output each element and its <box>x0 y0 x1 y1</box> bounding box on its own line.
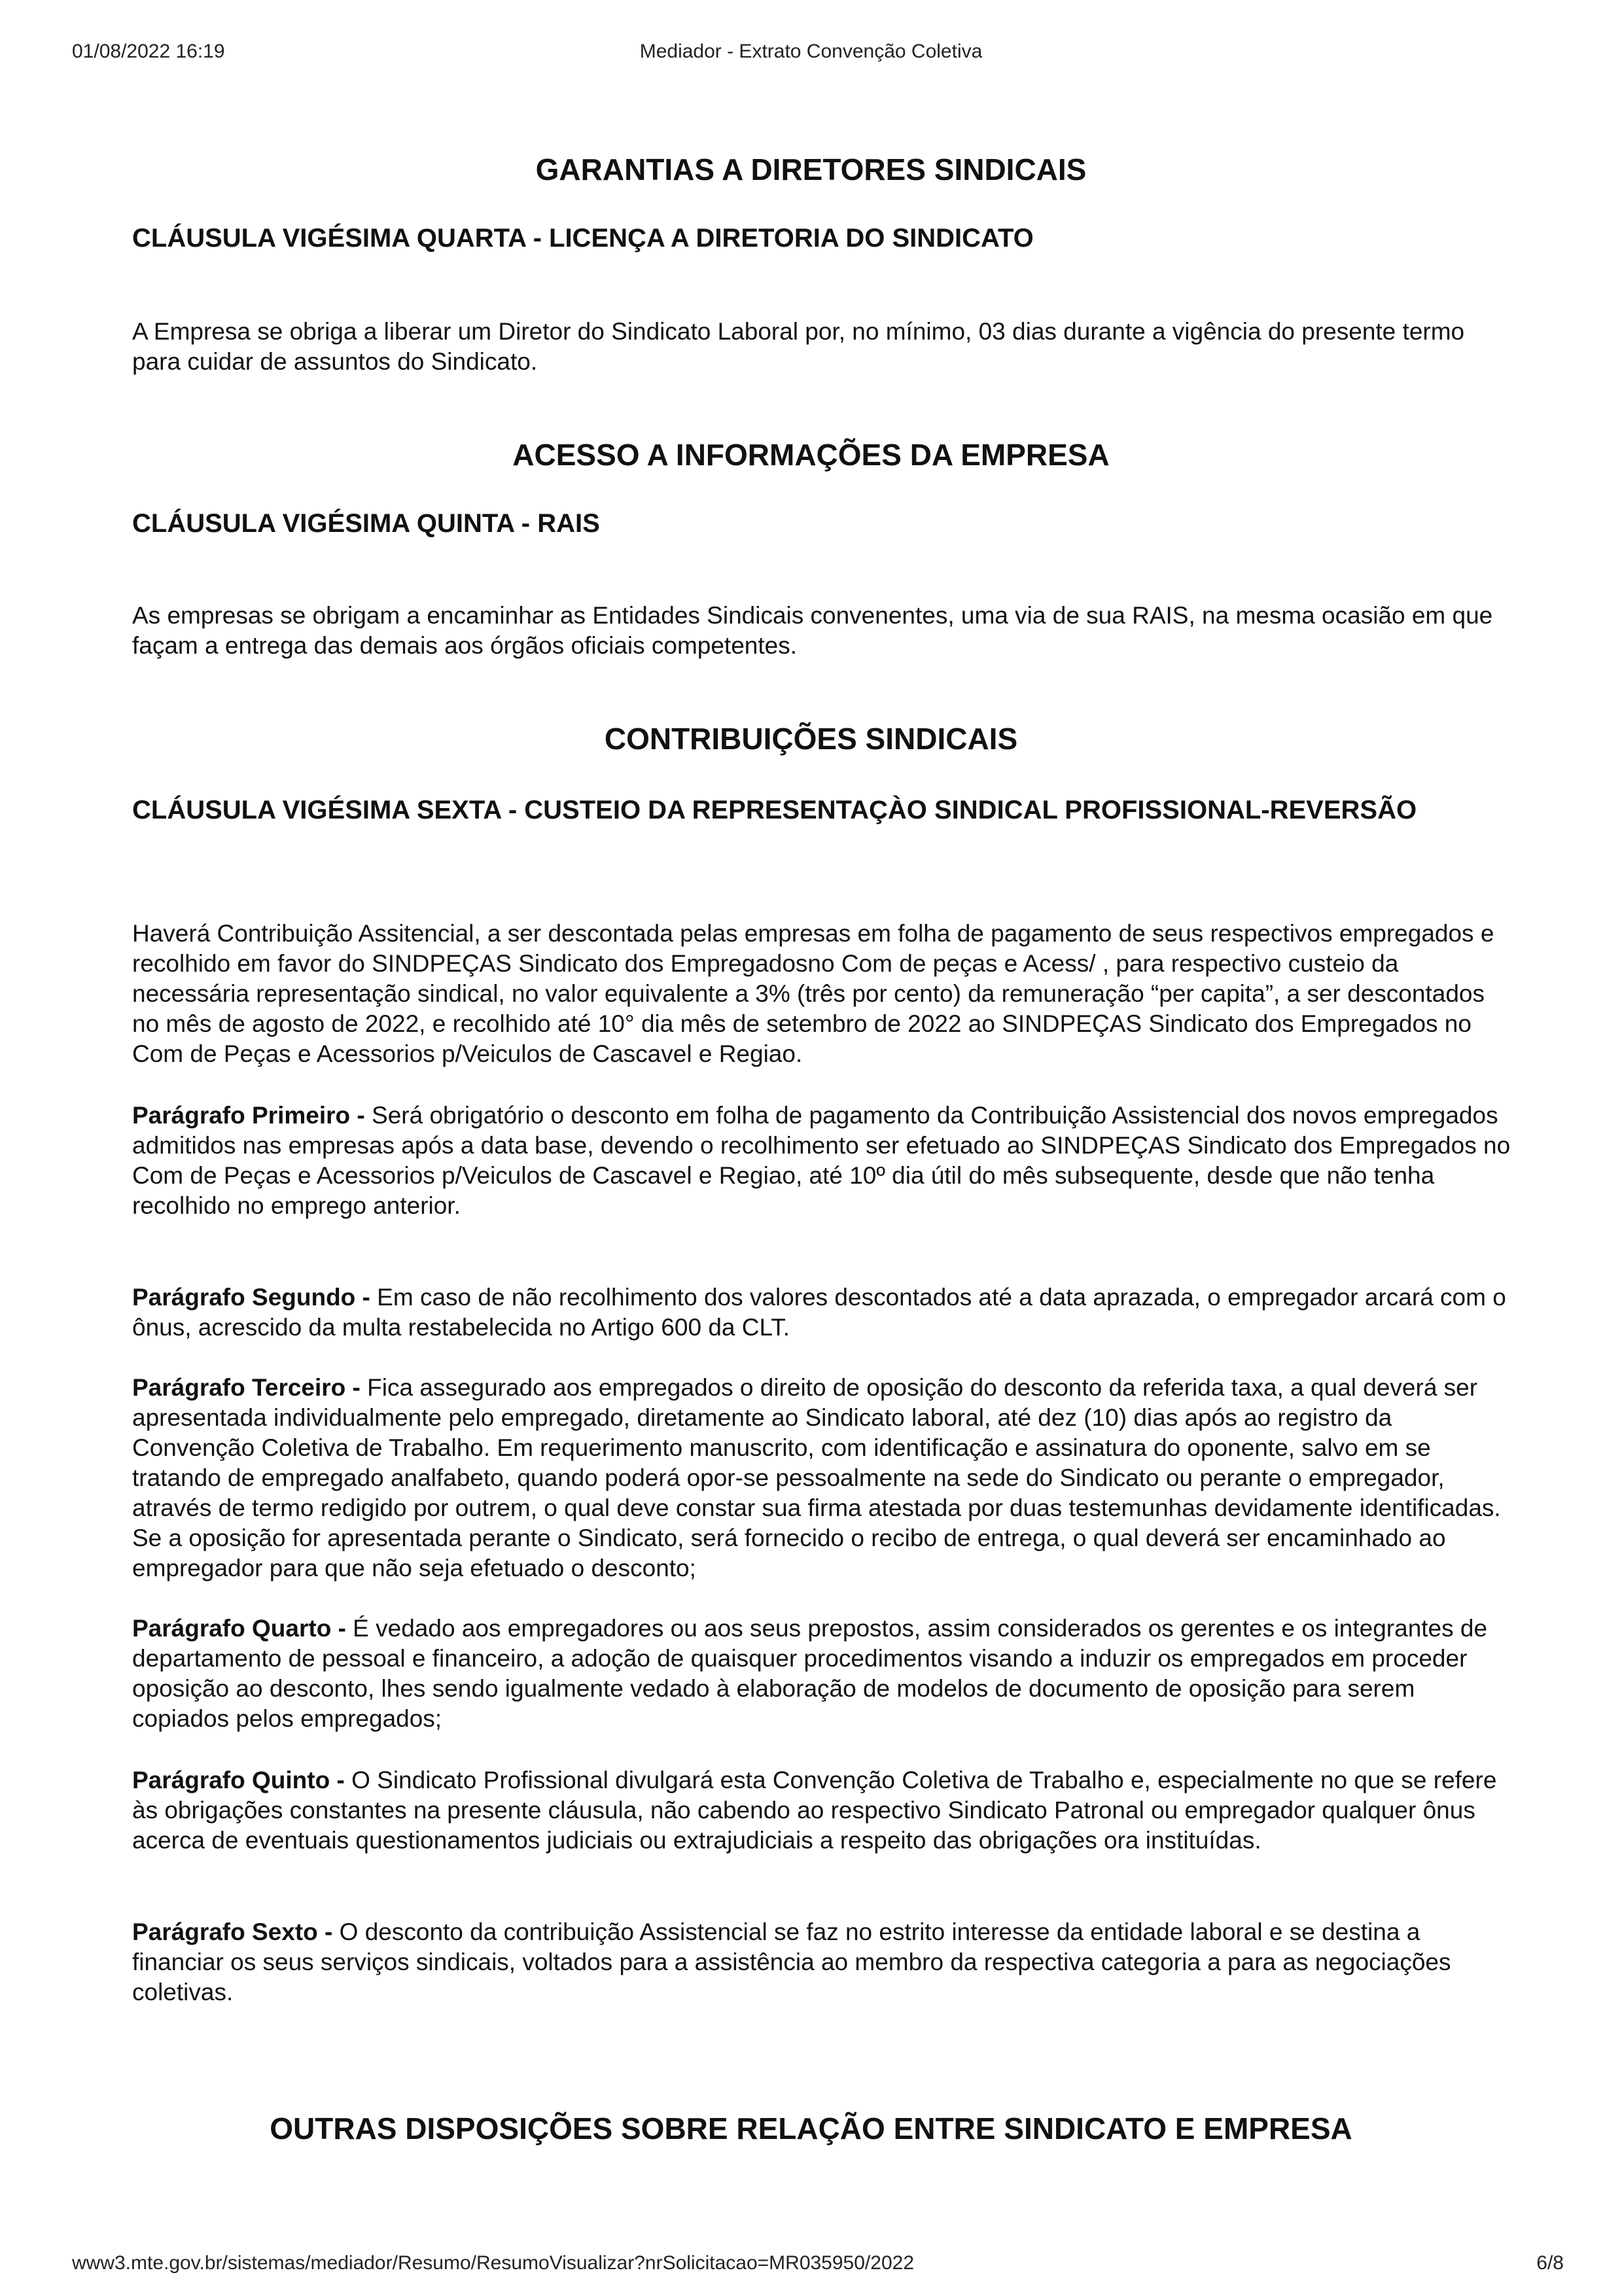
paragraph-text: É vedado aos empregadores ou aos seus prepostos, assim considerados os gerentes e os integrantes de departamento de pessoal e financeiro, a adoção de quaisquer procedimentos visando a induzir os empregados em proceder oposição ao desconto, lhes sendo igualmente vedado à elaboração de modelos de documento de oposição para serem copiados pelos empregados; <box>132 1615 1488 1732</box>
print-title: Mediador - Extrato Convenção Coletiva <box>639 41 983 62</box>
paragraph-text: O Sindicato Profissional divulgará esta Convenção Coletiva de Trabalho e, especialmente no que se refere às obrigações constantes na presente cláusula, não cabendo ao respectivo Sindicato Patronal ou empregador qualquer ônus acerca de eventuais questionamentos judiciais ou extrajudiciais a respeito das obrigações ora instituídas. <box>132 1767 1497 1854</box>
paragraph-label: Parágrafo Segundo - <box>132 1284 370 1311</box>
paragraph-terceiro <box>132 1373 1513 1583</box>
paragraph-primeiro <box>132 1101 1513 1221</box>
paragraph-text: Fica assegurado aos empregados o direito de oposição do desconto da referida taxa, a qual deverá ser apresentada individualmente pelo empregado, diretamente ao Sindicato laboral, até dez (10) dias após ao registro da Convenção Coletiva de Trabalho. Em requerimento manuscrito, com identificação e assinatura do oponente, salvo em se tratando de empregado analfabeto, quando poderá opor-se pessoalmente na sede do Sindicato ou perante o empregador, através de termo redigido por outrem, o qual deve constar sua firma atestada por duas testemunhas devidamente identificadas. Se a oposição for apresentada perante o Sindicato, será fornecido o recibo de entrega, o qual deverá ser encaminhado ao empregador para que não seja efetuado o desconto; <box>132 1374 1501 1581</box>
footer-url: www3.mte.gov.br/sistemas/mediador/Resumo/ResumoVisualizar?nrSolicitacao=MR035950/2022 <box>72 2252 914 2274</box>
paragraph-quinto <box>132 1765 1513 1856</box>
paragraph-text: Em caso de não recolhimento dos valores descontados até a data aprazada, o empregador arcará com o ônus, acrescido da multa restabelecida no Artigo 600 da CLT. <box>132 1284 1506 1341</box>
page-number: 6/8 <box>1536 2252 1564 2274</box>
clause-24-text: A Empresa se obriga a liberar um Diretor do Sindicato Laboral por, no mínimo, 03 dias durante a vigência do presente termo para cuidar de assuntos do Sindicato. <box>132 318 1465 375</box>
clause-25-text: As empresas se obrigam a encaminhar as Entidades Sindicais convenentes, uma via de sua RAIS, na mesma ocasião em que façam a entrega das demais aos órgãos oficiais competentes. <box>132 602 1493 659</box>
clause-title-26: CLÁUSULA VIGÉSIMA SEXTA - CUSTEIO DA REPRESENTAÇÀO SINDICAL PROFISSIONAL-REVERSÃO <box>132 796 1417 824</box>
print-datetime: 01/08/2022 16:19 <box>72 41 225 62</box>
paragraph-quarto <box>132 1614 1513 1734</box>
paragraph-text: Será obrigatório o desconto em folha de pagamento da Contribuição Assistencial dos novos empregados admitidos nas empresas após a data base, devendo o recolhimento ser efetuado ao SINDPEÇAS Sindicato dos Empregados no Com de Peças e Acessorios p/Veiculos de Cascavel e Regiao, até 10º dia útil do mês subsequente, desde que não tenha recolhido no emprego anterior. <box>132 1102 1511 1219</box>
section-title-contribuicoes: CONTRIBUIÇÕES SINDICAIS <box>604 722 1018 756</box>
paragraph-label: Parágrafo Quinto - <box>132 1767 345 1793</box>
section-title-outras-disposicoes: OUTRAS DISPOSIÇÕES SOBRE RELAÇÃO ENTRE SINDICATO E EMPRESA <box>270 2111 1352 2146</box>
paragraph-label: Parágrafo Sexto - <box>132 1918 333 1945</box>
paragraph-sexto <box>132 1917 1513 2007</box>
paragraph-label: Parágrafo Quarto - <box>132 1615 346 1642</box>
paragraph-label: Parágrafo Primeiro - <box>132 1102 365 1129</box>
clause-title-24: CLÁUSULA VIGÉSIMA QUARTA - LICENÇA A DIRETORIA DO SINDICATO <box>132 224 1034 253</box>
clause-26-intro: Haverá Contribuição Assitencial, a ser descontada pelas empresas em folha de pagamento de seus respectivos empregados e recolhido em favor do SINDPEÇAS Sindicato dos Empregadosno Com de peças e Acess/ , para respectivo custeio da necessária representação sindical, no valor equivalente a 3% (três por cento) da remuneração “per capita”, a ser descontados no mês de agosto de 2022, e recolhido até 10° dia mês de setembro de 2022 ao SINDPEÇAS Sindicato dos Empregados no Com de Peças e Acessorios p/Veiculos de Cascavel e Regiao. <box>132 920 1494 1067</box>
paragraph-text: O desconto da contribuição Assistencial se faz no estrito interesse da entidade laboral e se destina a financiar os seus serviços sindicais, voltados para a assistência ao membro da respectiva categoria a para as negociações coletivas. <box>132 1918 1451 2005</box>
section-title-garantias: GARANTIAS A DIRETORES SINDICAIS <box>535 152 1087 186</box>
paragraph-segundo <box>132 1282 1513 1343</box>
section-title-acesso: ACESSO A INFORMAÇÕES DA EMPRESA <box>512 438 1110 472</box>
paragraph-label: Parágrafo Terceiro - <box>132 1374 361 1401</box>
clause-title-25: CLÁUSULA VIGÉSIMA QUINTA - RAIS <box>132 509 600 538</box>
